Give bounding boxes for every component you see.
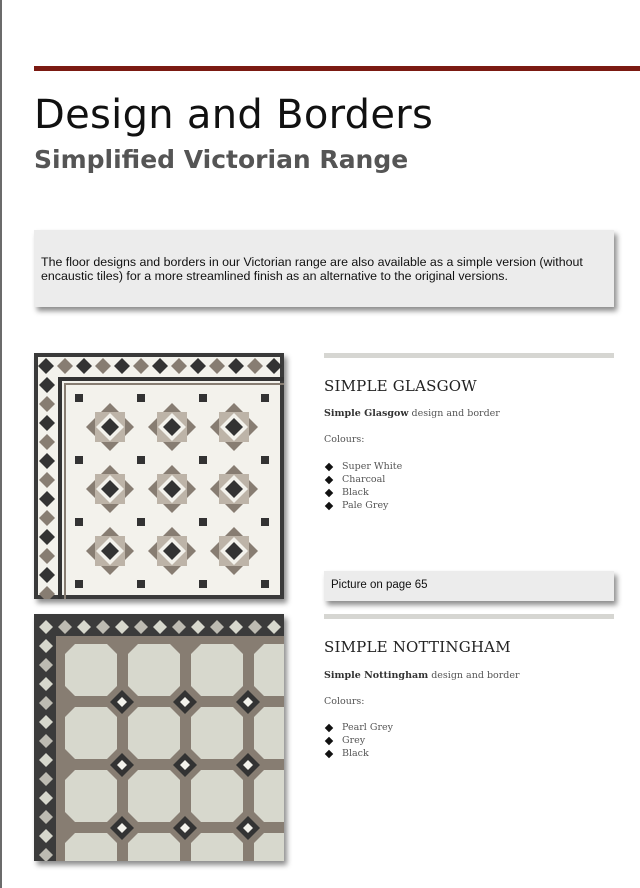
octagon-tile xyxy=(254,770,284,822)
diamond-bullet-icon xyxy=(325,736,333,744)
page-subtitle: Simplified Victorian Range xyxy=(34,145,409,174)
colour-name: Charcoal xyxy=(342,474,386,485)
colour-name: Pearl Grey xyxy=(342,722,393,733)
picture-reference-text: Picture on page 65 xyxy=(331,579,428,591)
diamond-bullet-icon xyxy=(325,501,333,509)
diamond-bullet-icon xyxy=(325,723,333,731)
border-fillet xyxy=(64,383,66,599)
tile-dot xyxy=(199,394,207,402)
octagon-tile xyxy=(191,770,243,822)
colour-list xyxy=(324,460,402,512)
octagon-tile xyxy=(191,833,243,861)
border-fillet xyxy=(58,377,62,599)
colour-item xyxy=(324,460,402,473)
tile-dot xyxy=(75,456,83,464)
octagon-tile xyxy=(128,770,180,822)
tile-dot xyxy=(137,580,145,588)
colour-item xyxy=(324,473,402,486)
colour-item xyxy=(324,734,393,747)
product-desc-bold: Simple Glasgow xyxy=(324,408,409,419)
tile-dot xyxy=(261,580,269,588)
colour-name: Pale Grey xyxy=(342,500,389,511)
octagon-tile xyxy=(65,770,117,822)
tile-dot xyxy=(75,518,83,526)
product-title: SIMPLE NOTTINGHAM xyxy=(324,638,511,656)
colour-item xyxy=(324,499,402,512)
octagon-tile xyxy=(128,644,180,696)
tile-dot xyxy=(199,580,207,588)
octagon-tile xyxy=(128,833,180,861)
colour-name: Grey xyxy=(342,735,366,746)
octagon-tile xyxy=(254,707,284,759)
colour-name: Black xyxy=(342,748,369,759)
octagon-tile xyxy=(254,644,284,696)
octagon-tile xyxy=(65,707,117,759)
octagon-tile xyxy=(65,644,117,696)
diamond-bullet-icon xyxy=(325,475,333,483)
colour-item xyxy=(324,486,402,499)
tile-dot xyxy=(261,518,269,526)
octagon-tile xyxy=(191,707,243,759)
page-edge xyxy=(0,0,2,888)
tile-dot xyxy=(261,394,269,402)
diamond-bullet-icon xyxy=(325,749,333,757)
tile-dot xyxy=(199,456,207,464)
page-title: Design and Borders xyxy=(34,92,434,138)
simple-nottingham-image xyxy=(34,614,284,861)
simple-glasgow-image xyxy=(34,353,284,599)
colour-name: Super White xyxy=(342,461,403,472)
colour-name: Black xyxy=(342,487,369,498)
border-fillet xyxy=(64,383,284,385)
intro-box xyxy=(34,230,614,307)
section-rule xyxy=(324,353,614,358)
intro-text: The floor designs and borders in our Victorian range are also available as a simple version (without encaustic tiles) for a more streamlined finish as an alternative to the original versions. xyxy=(41,255,583,283)
tile-dot xyxy=(137,518,145,526)
tile-dot xyxy=(261,456,269,464)
section-rule xyxy=(324,614,614,619)
header-rule xyxy=(34,66,640,71)
octagon-tile xyxy=(65,833,117,861)
product-title: SIMPLE GLASGOW xyxy=(324,377,477,395)
colour-item xyxy=(324,721,393,734)
diamond-bullet-icon xyxy=(325,488,333,496)
tile-dot xyxy=(75,580,83,588)
colours-label: Colours: xyxy=(324,434,365,445)
picture-reference-box xyxy=(324,571,614,601)
product-desc-rest: design and border xyxy=(408,408,500,419)
octagon-tile xyxy=(191,644,243,696)
border-fillet xyxy=(58,377,284,381)
tile-dot xyxy=(137,394,145,402)
colours-label: Colours: xyxy=(324,696,365,707)
colour-item xyxy=(324,747,393,760)
octagon-tile xyxy=(128,707,180,759)
tile-dot xyxy=(75,394,83,402)
diamond-bullet-icon xyxy=(325,462,333,470)
colour-list xyxy=(324,721,393,760)
product-description xyxy=(324,670,520,681)
product-desc-bold: Simple Nottingham xyxy=(324,670,429,681)
product-description xyxy=(324,408,500,419)
tile-dot xyxy=(199,518,207,526)
product-desc-rest: design and border xyxy=(428,670,520,681)
tile-dot xyxy=(137,456,145,464)
